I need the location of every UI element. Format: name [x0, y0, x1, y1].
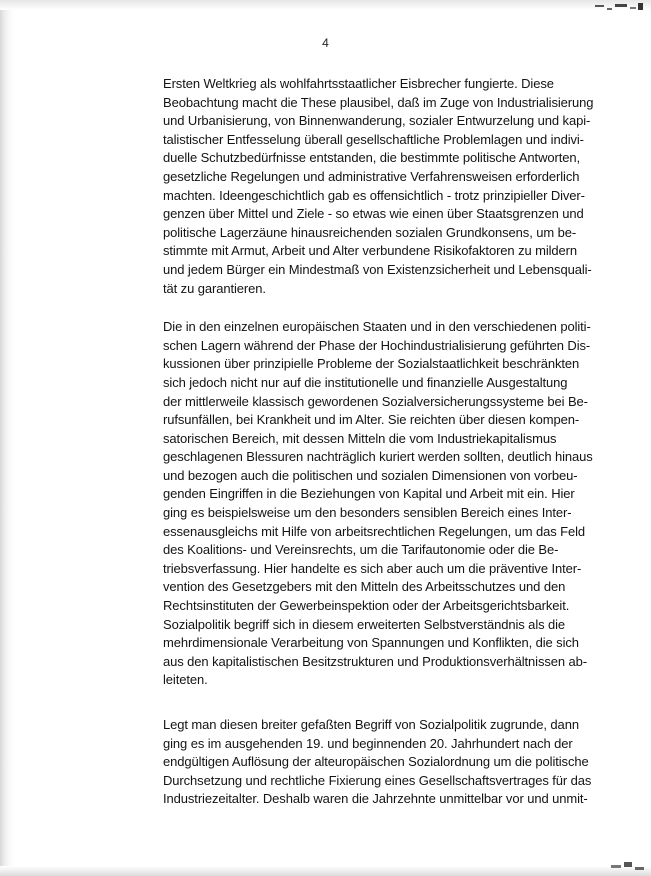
text-line: genzen über Mittel und Ziele - so etwas wie einen über Staatsgrenzen und: [163, 206, 584, 222]
scan-edge-bottom: [0, 866, 651, 876]
text-line: rufsunfällen, bei Krankheit und im Alter. Sie reichten über diesen kompen-: [163, 412, 580, 428]
text-line: talistischer Entfesselung überall gesellschaftliche Problemlagen und indivi-: [163, 131, 584, 147]
text-line: Legt man diesen breiter gefaßten Begriff von Sozialpolitik zugrunde, dann: [163, 717, 579, 732]
text-line: Industriezeitalter. Deshalb waren die Jahrzehnte unmittelbar vor und unmit-: [163, 791, 588, 807]
text-line: und bezogen auch die politischen und sozialen Dimensionen von vorbeu-: [163, 467, 578, 483]
paragraph-1: [163, 75, 593, 298]
text-line: satorischen Bereich, mit dessen Mitteln die vom Industriekapitalismus: [163, 430, 557, 446]
text-line: und jedem Bürger ein Mindestmaß von Existenzsicherheit und Lebensquali-: [163, 261, 592, 277]
text-line: aus den kapitalistischen Besitzstrukturen und Produktionsverhältnissen ab-: [163, 653, 588, 669]
paragraph-2: [163, 318, 593, 690]
text-line: ging es im ausgehenden 19. und beginnenden 20. Jahrhundert nach der: [163, 735, 573, 751]
text-line: endgültigen Auflösung der alteuropäischen Sozialordnung um die politische: [163, 754, 589, 770]
text-line: sich jedoch nicht nur auf die institutionelle und finanzielle Ausgestaltung: [163, 374, 568, 390]
text-line: essenausgleichs mit Hilfe von arbeitsrechtlichen Regelungen, um das Feld: [163, 523, 586, 539]
text-line: politische Lagerzäune hinausreichenden sozialen Grundkonsens, um be-: [163, 224, 577, 240]
text-line: schen Lagern während der Phase der Hochindustrialisierung geführten Dis-: [163, 337, 591, 353]
text-line: duelle Schutzbedürfnisse entstanden, die bestimmte politische Antworten,: [163, 150, 580, 166]
text-line: mehrdimensionale Verarbeitung von Spannungen und Konflikten, die sich: [163, 635, 579, 651]
text-line: und Urbanisierung, von Binnenwanderung, sozialer Entwurzelung und kapi-: [163, 113, 591, 129]
scan-artifact-bottom-right: [607, 859, 647, 873]
text-line: der mittlerweile klassisch gewordenen Sozialversicherungssysteme bei Be-: [163, 393, 588, 409]
text-line: tät zu garantieren.: [163, 280, 266, 296]
text-line: leiteten.: [163, 672, 208, 688]
text-line: vention des Gesetzgebers mit den Mitteln des Arbeitsschutzes und den: [163, 579, 566, 595]
text-line: Sozialpolitik begriff sich in diesem erweiterten Selbstverständnis als die: [163, 616, 566, 632]
text-line: gesetzliche Regelungen und administrative Verfahrensweisen erforderlich: [163, 168, 580, 184]
paragraph-3: [163, 716, 593, 809]
text-line: Beobachtung macht die These plausibel, daß im Zuge von Industrialisierung: [163, 94, 594, 110]
text-line: Die in den einzelnen europäischen Staaten und in den verschiedenen politi-: [163, 319, 591, 335]
text-line: des Koalitions- und Vereinsrechts, um die Tarifautonomie oder die Be-: [163, 542, 559, 558]
text-line: Ersten Weltkrieg als wohlfahrtsstaatlicher Eisbrecher fungierte. Diese: [163, 76, 554, 91]
scan-edge-top: [0, 0, 651, 10]
text-line: ging es beispielsweise um den besonders sensiblen Bereich eines Inter-: [163, 505, 572, 521]
text-line: geschlagenen Blessuren nachträglich kuriert werden sollten, deutlich hinaus: [163, 449, 593, 465]
scan-edge-left: [0, 0, 14, 876]
paragraph-gap: [163, 298, 593, 318]
text-line: stimmte mit Armut, Arbeit und Alter verbundene Risikofaktoren zu mildern: [163, 243, 578, 259]
page-number: 4: [322, 36, 329, 50]
text-line: triebsverfassung. Hier handelte es sich aber auch um die präventive Inter-: [163, 560, 582, 576]
scan-artifact-top-right: [593, 2, 645, 14]
paragraph-gap: [163, 690, 593, 716]
text-line: Rechtsinstituten der Gewerbeinspektion oder der Arbeitsgerichtsbarkeit.: [163, 598, 570, 614]
text-line: Durchsetzung und rechtliche Fixierung eines Gesellschaftsvertrages für das: [163, 772, 592, 788]
text-line: genden Eingriffen in die Beziehungen von Kapital und Arbeit mit ein. Hier: [163, 486, 575, 502]
body-text: [163, 75, 593, 809]
text-line: machten. Ideengeschichtlich gab es offensichtlich - trotz prinzipieller Diver-: [163, 187, 585, 203]
text-line: kussionen über prinzipielle Probleme der Sozialstaatlichkeit beschränkten: [163, 356, 580, 372]
